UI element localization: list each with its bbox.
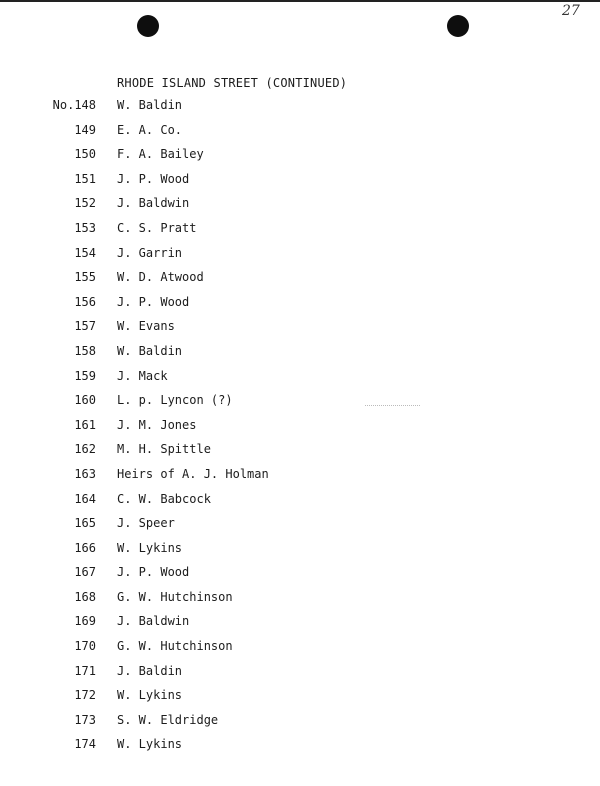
- lot-number: 151: [74, 171, 96, 186]
- page-number: 27: [562, 3, 580, 19]
- page-heading: RHODE ISLAND STREET (CONTINUED): [117, 76, 348, 90]
- lot-number: 150: [74, 147, 96, 162]
- top-edge-line: [0, 0, 600, 2]
- list-item: [0, 270, 600, 295]
- punch-hole-left: [137, 15, 159, 37]
- lot-number: 168: [74, 589, 96, 604]
- owner-name: J. Baldwin: [117, 614, 190, 629]
- lot-number: 163: [74, 466, 96, 481]
- list-item: [0, 418, 600, 443]
- lot-number: 158: [74, 343, 96, 358]
- list-item: [0, 492, 600, 517]
- owner-name: W. Evans: [117, 319, 175, 334]
- list-item: [0, 393, 600, 418]
- list-item: [0, 688, 600, 713]
- owner-name: S. W. Eldridge: [117, 712, 219, 727]
- list-item: [0, 344, 600, 369]
- lot-number: 174: [74, 737, 96, 752]
- list-item: [0, 614, 600, 639]
- lot-number: 152: [74, 196, 96, 211]
- owner-name: W. Lykins: [117, 688, 183, 703]
- owner-name: C. W. Babcock: [117, 491, 211, 506]
- list-item: [0, 147, 600, 172]
- punch-hole-right: [447, 15, 469, 37]
- list-item: [0, 442, 600, 467]
- list-item: [0, 98, 600, 123]
- list-item: [0, 196, 600, 221]
- owner-name: W. Lykins: [117, 540, 183, 555]
- lot-number: 169: [74, 614, 96, 629]
- lot-number: 166: [74, 540, 96, 555]
- owner-name: E. A. Co.: [117, 122, 183, 137]
- list-item: [0, 123, 600, 148]
- lot-number: 170: [74, 639, 96, 654]
- lot-number: 156: [74, 294, 96, 309]
- owner-name: Heirs of A. J. Holman: [117, 466, 269, 481]
- owner-name: C. S. Pratt: [117, 220, 197, 235]
- list-item: [0, 467, 600, 492]
- owner-name: L. p. Lyncon (?): [117, 393, 233, 408]
- lot-number: No.148: [52, 98, 96, 112]
- lot-number: 153: [74, 220, 96, 235]
- owner-name: J. Garrin: [117, 245, 183, 260]
- lot-number: 162: [74, 442, 96, 457]
- list-item: [0, 516, 600, 541]
- list-item: [0, 541, 600, 566]
- owner-name: J. Baldwin: [117, 196, 190, 211]
- lot-number: 167: [74, 565, 96, 580]
- list-item: [0, 246, 600, 271]
- owner-name: J. Speer: [117, 516, 175, 531]
- owner-name: F. A. Bailey: [117, 147, 204, 162]
- list-item: [0, 664, 600, 689]
- owner-name: W. Baldin: [117, 343, 183, 358]
- lot-number: 159: [74, 368, 96, 383]
- list-item: [0, 639, 600, 664]
- list-item: [0, 172, 600, 197]
- list-item: [0, 295, 600, 320]
- list-item: [0, 737, 600, 762]
- owner-name: J. Mack: [117, 368, 168, 383]
- entry-list: [0, 98, 600, 762]
- lot-number: 161: [74, 417, 96, 432]
- list-item: [0, 565, 600, 590]
- owner-name: W. Lykins: [117, 737, 183, 752]
- list-item: [0, 590, 600, 615]
- lot-number: 155: [74, 270, 96, 285]
- owner-name: M. H. Spittle: [117, 442, 211, 457]
- owner-name: J. P. Wood: [117, 171, 190, 186]
- owner-name: G. W. Hutchinson: [117, 589, 233, 604]
- lot-number: 171: [74, 663, 96, 678]
- lot-number: 154: [74, 245, 96, 260]
- owner-name: J. P. Wood: [117, 294, 190, 309]
- lot-number: 164: [74, 491, 96, 506]
- owner-name: J. M. Jones: [117, 417, 197, 432]
- owner-name: W. D. Atwood: [117, 270, 204, 285]
- lot-number: 173: [74, 712, 96, 727]
- lot-number: 172: [74, 688, 96, 703]
- list-item: [0, 221, 600, 246]
- lot-number: 149: [74, 122, 96, 137]
- list-item: [0, 369, 600, 394]
- list-item: [0, 713, 600, 738]
- owner-name: G. W. Hutchinson: [117, 639, 233, 654]
- owner-name: J. Baldin: [117, 663, 183, 678]
- lot-number: 165: [74, 516, 96, 531]
- list-item: [0, 319, 600, 344]
- owner-name: J. P. Wood: [117, 565, 190, 580]
- owner-name: W. Baldin: [117, 98, 183, 112]
- lot-number: 157: [74, 319, 96, 334]
- lot-number: 160: [74, 393, 96, 408]
